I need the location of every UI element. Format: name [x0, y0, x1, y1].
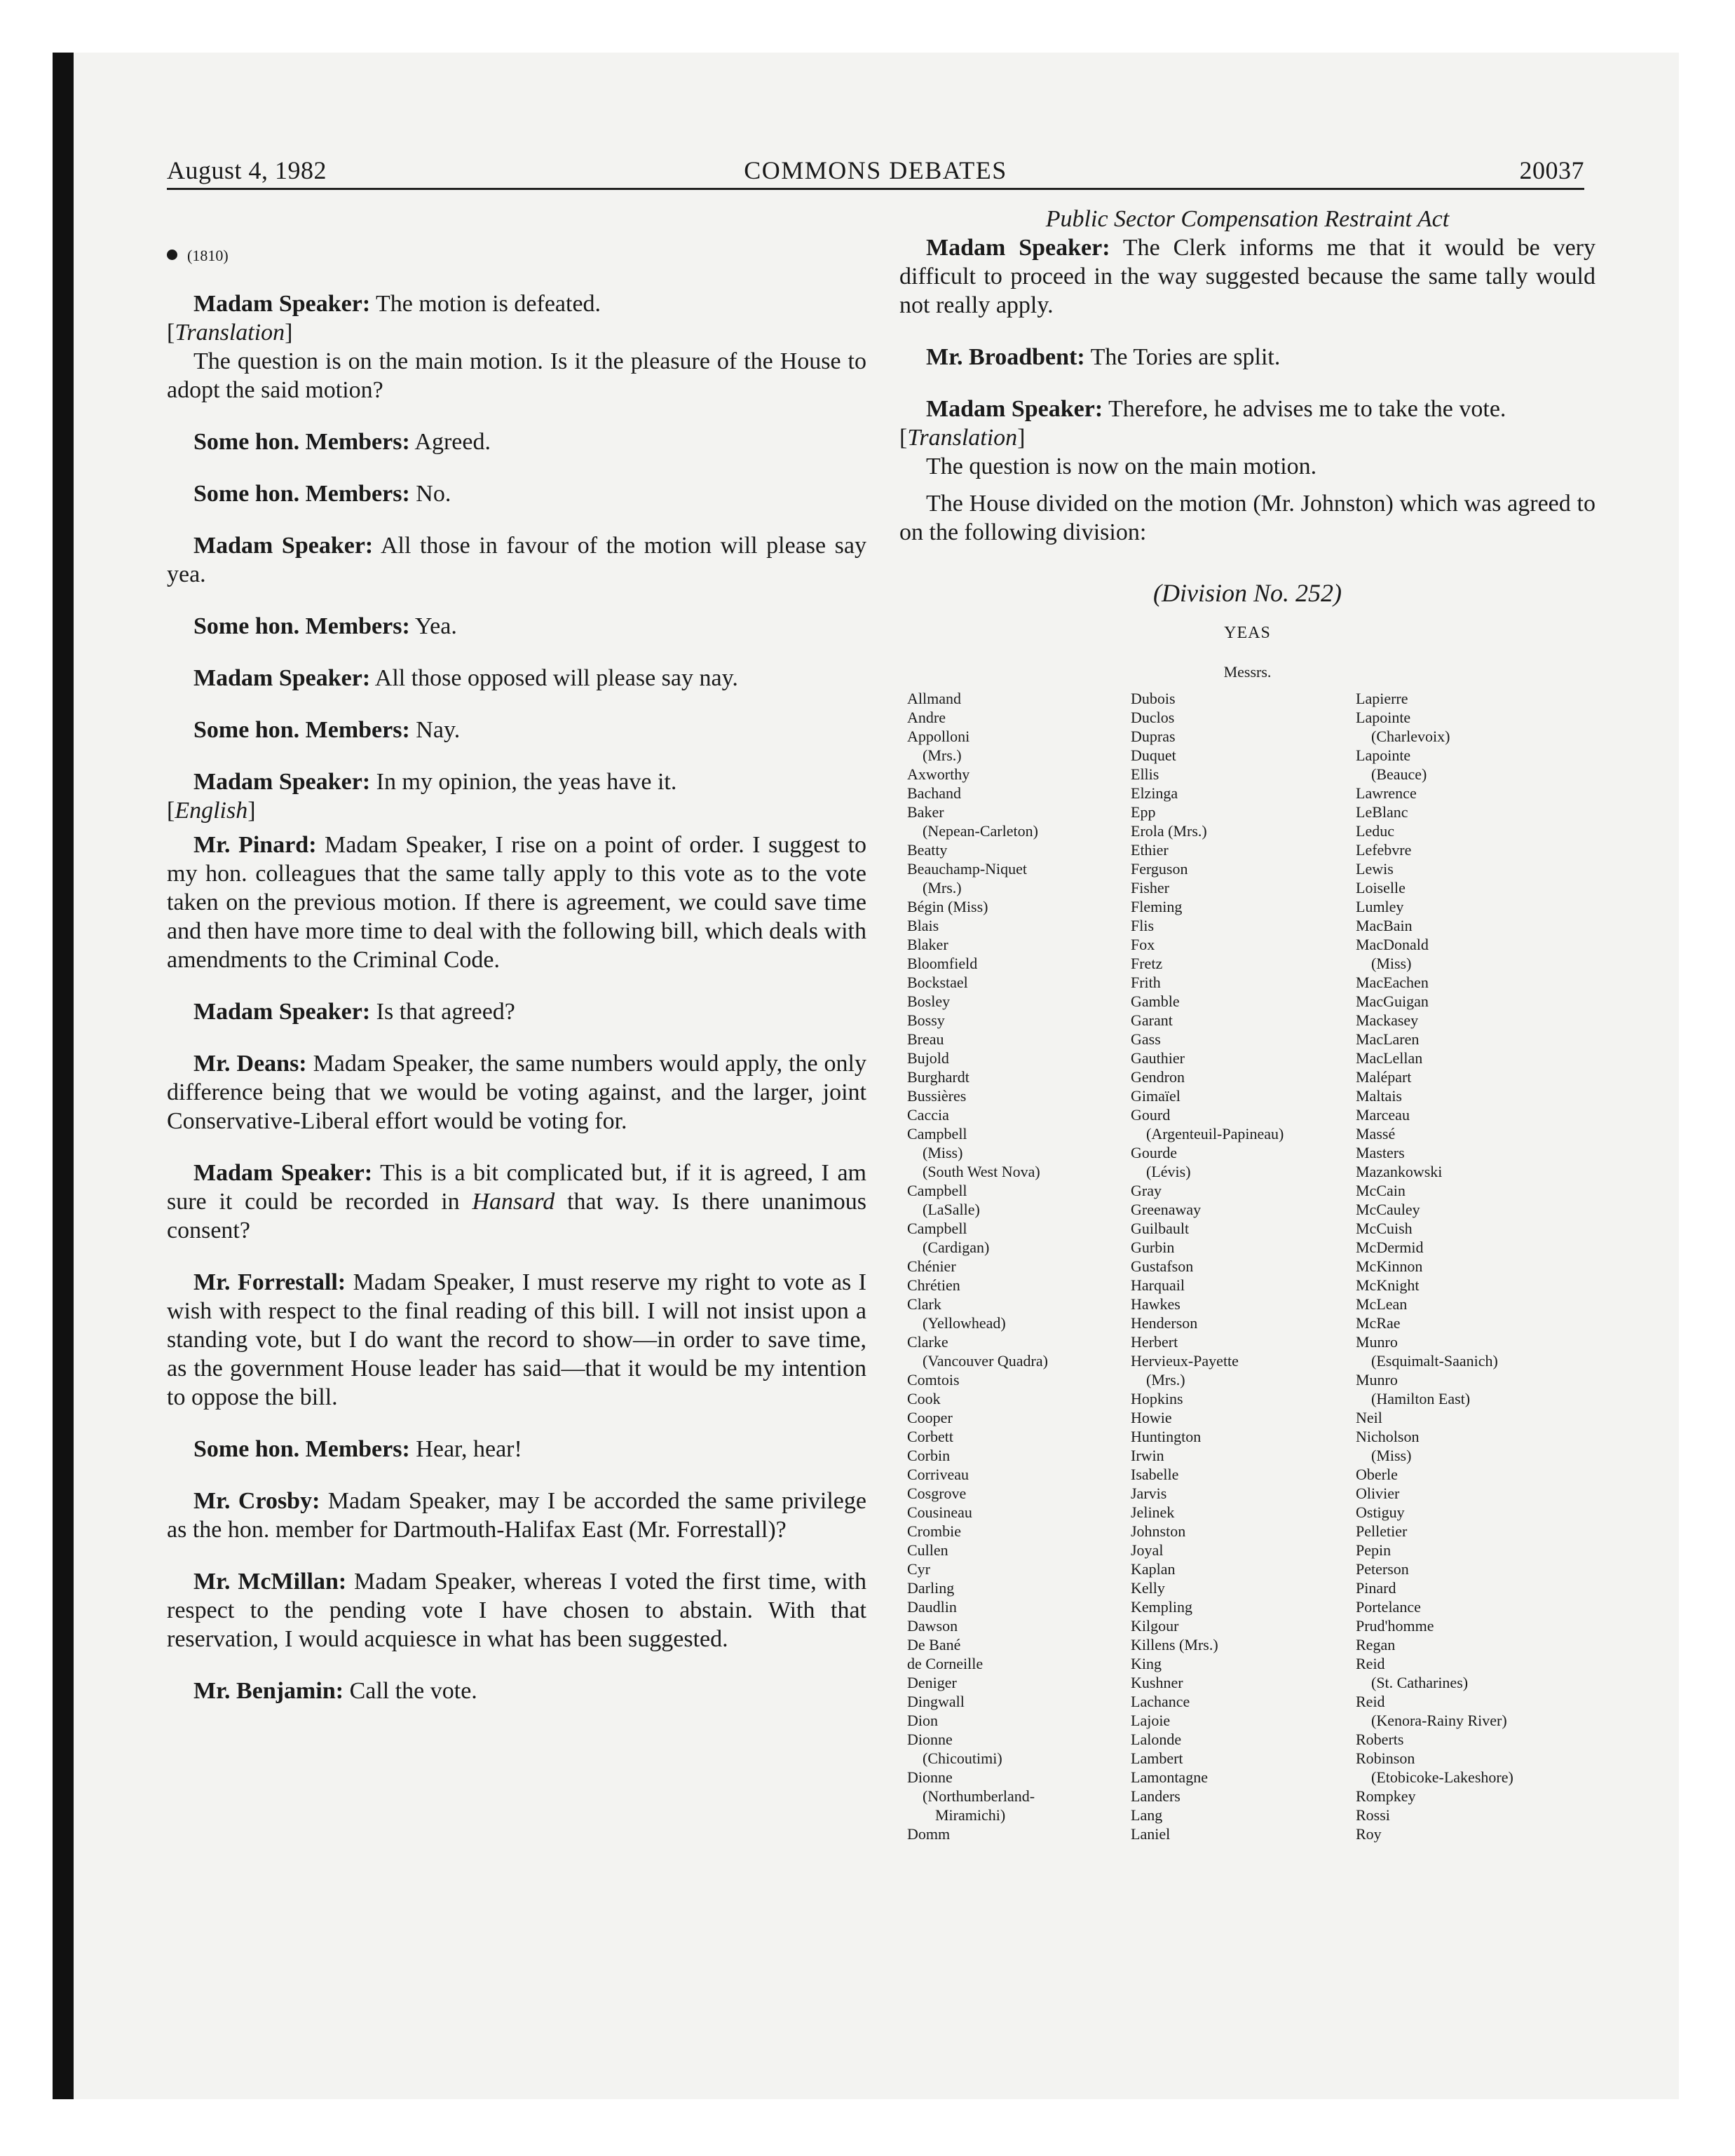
member-name: Bujold: [907, 1049, 949, 1067]
member-name: Lambert: [1131, 1749, 1183, 1767]
yeas-heading: YEAS: [1224, 624, 1271, 642]
member-name: (Esquimalt-Saanich): [1371, 1352, 1498, 1370]
member-name: Lapointe: [1356, 709, 1411, 726]
header-date: August 4, 1982: [167, 156, 327, 184]
member-name: (LaSalle): [923, 1201, 980, 1218]
member-name: Dion: [907, 1712, 938, 1729]
member-name: McKinnon: [1356, 1257, 1423, 1275]
header-title: COMMONS DEBATES: [744, 156, 1007, 184]
member-name: (St. Catharines): [1371, 1674, 1469, 1691]
speech-paragraph: Mr. Deans: Madam Speaker, the same numbers would apply, the only difference being that we would be voting against, and the larger, joint Conservative-Liberal effort would be voting for.: [167, 1051, 866, 1134]
member-name: Duquet: [1131, 746, 1176, 764]
member-name: Oberle: [1356, 1466, 1398, 1483]
messrs-label: Messrs.: [1223, 663, 1272, 681]
member-name: Elzinga: [1131, 784, 1178, 802]
speech-paragraph: Mr. Pinard: Madam Speaker, I rise on a point of order. I suggest to my hon. colleagues that the same tally apply to this vote as to the vote taken on the previous motion. If there is agreement, we could save time and then have more time to deal with the following bill, which deals with amendments to the Criminal Code.: [167, 832, 866, 973]
member-name: Mackasey: [1356, 1011, 1419, 1029]
right-column: [899, 205, 1596, 1843]
member-name: MacBain: [1356, 917, 1413, 934]
member-name: Dionne: [907, 1731, 953, 1748]
member-name: Lalonde: [1131, 1731, 1182, 1748]
member-name: MacDonald: [1356, 936, 1429, 953]
member-name: Killens (Mrs.): [1131, 1636, 1218, 1653]
bullet-icon: [167, 250, 177, 260]
member-name: Lumley: [1356, 898, 1404, 915]
member-name: (Argenteuil-Papineau): [1146, 1125, 1284, 1142]
member-name: Pinard: [1356, 1579, 1396, 1597]
member-name: (Lévis): [1146, 1163, 1191, 1180]
translation-label: [Translation]: [899, 425, 1026, 451]
member-name: Deniger: [907, 1674, 957, 1691]
member-name: de Corneille: [907, 1655, 984, 1672]
member-name: King: [1131, 1655, 1162, 1672]
speech-paragraph: Some hon. Members: Agreed.: [193, 429, 491, 455]
member-name: Dubois: [1131, 690, 1176, 707]
member-name: McCauley: [1356, 1201, 1420, 1218]
speech-paragraph: Mr. McMillan: Madam Speaker, whereas I voted the first time, with respect to the pending vote I have chosen to abstain. With that reservation, I would acquiesce in what has been suggested.: [167, 1569, 866, 1652]
member-name: Malépart: [1356, 1068, 1412, 1086]
member-name: Ferguson: [1131, 860, 1188, 878]
member-name: McCain: [1356, 1182, 1406, 1199]
speech-paragraph: Madam Speaker: In my opinion, the yeas have it.: [193, 769, 677, 795]
member-name: Gray: [1131, 1182, 1162, 1199]
member-name: Mazankowski: [1356, 1163, 1443, 1180]
member-name: Johnston: [1131, 1522, 1186, 1540]
member-name: (Miss): [1371, 955, 1412, 972]
member-name: Bockstael: [907, 974, 968, 991]
member-name: Lajoie: [1131, 1712, 1171, 1729]
member-name: Regan: [1356, 1636, 1396, 1653]
member-name: Kempling: [1131, 1598, 1192, 1616]
names-column-3: [1356, 689, 1587, 1843]
speech-paragraph: Madam Speaker: This is a bit complicated but, if it is agreed, I am sure it could be recorded in Hansard that way. Is there unanimous consent?: [167, 1160, 867, 1243]
member-name: Isabelle: [1131, 1466, 1179, 1483]
member-name: McCuish: [1356, 1220, 1413, 1237]
member-name: (South West Nova): [923, 1163, 1040, 1180]
member-name: Clark: [907, 1295, 941, 1313]
header-page-number: 20037: [1519, 156, 1584, 184]
member-name: Cooper: [907, 1409, 953, 1426]
member-name: Ethier: [1131, 841, 1169, 859]
speech-paragraph: Madam Speaker: The Clerk informs me that it would be very difficult to proceed in the way suggested because the same tally would not really apply.: [899, 235, 1596, 318]
member-name: Gustafson: [1131, 1257, 1194, 1275]
member-name: Allmand: [907, 690, 961, 707]
member-name: Lefebvre: [1356, 841, 1412, 859]
member-name: Gamble: [1131, 992, 1180, 1010]
member-name: Henderson: [1131, 1314, 1198, 1332]
member-name: Gourd: [1131, 1106, 1171, 1124]
member-name: Cosgrove: [907, 1485, 967, 1502]
member-name: Campbell: [907, 1220, 967, 1237]
member-name: Cook: [907, 1390, 941, 1407]
member-name: Hawkes: [1131, 1295, 1181, 1313]
speech-paragraph: Some hon. Members: Nay.: [193, 717, 461, 743]
member-name: (Kenora-Rainy River): [1371, 1712, 1507, 1729]
member-name: Bussières: [907, 1087, 967, 1105]
member-name: Darling: [907, 1579, 955, 1597]
member-name: MacLellan: [1356, 1049, 1423, 1067]
member-name: (Miss): [923, 1144, 963, 1161]
header-rule: [167, 188, 1584, 190]
member-name: Cullen: [907, 1541, 948, 1559]
member-name: Campbell: [907, 1182, 967, 1199]
speech-paragraph: Mr. Forrestall: Madam Speaker, I must reserve my right to vote as I wish with respect to the final reading of this bill. I will not insist upon a standing vote, but I do want the record to show—in order to save time, as the government House leader has said—that it would be my intention to oppose the bill.: [167, 1269, 866, 1410]
member-name: LeBlanc: [1356, 803, 1408, 821]
member-name: Fox: [1131, 936, 1155, 953]
member-name: Nicholson: [1356, 1428, 1420, 1445]
member-name: (Yellowhead): [923, 1314, 1006, 1332]
member-name: Bossy: [907, 1011, 945, 1029]
member-name: Harquail: [1131, 1276, 1185, 1294]
speech-paragraph: Some hon. Members: No.: [193, 481, 451, 507]
member-name: (Mrs.): [923, 879, 962, 896]
member-name: Massé: [1356, 1125, 1396, 1142]
member-name: Frith: [1131, 974, 1161, 991]
member-name: Chénier: [907, 1257, 956, 1275]
member-name: Munro: [1356, 1333, 1398, 1351]
member-name: Howie: [1131, 1409, 1172, 1426]
member-name: (Northumberland-: [923, 1787, 1035, 1805]
member-name: Kaplan: [1131, 1560, 1176, 1578]
member-name: McKnight: [1356, 1276, 1420, 1294]
member-name: Ostiguy: [1356, 1503, 1405, 1521]
member-name: Lamontagne: [1131, 1768, 1208, 1786]
division-heading: (Division No. 252): [1153, 579, 1342, 607]
speech-paragraph: Mr. Benjamin: Call the vote.: [193, 1678, 477, 1704]
member-name: Lapierre: [1356, 690, 1408, 707]
speech-paragraph: Mr. Crosby: Madam Speaker, may I be accorded the same privilege as the hon. member for Dartmouth-Halifax East (Mr. Forrestall)?: [167, 1488, 866, 1543]
speech-paragraph: Madam Speaker: Is that agreed?: [193, 999, 515, 1025]
speech-paragraph: Mr. Broadbent: The Tories are split.: [926, 344, 1281, 370]
member-name: Domm: [907, 1825, 951, 1843]
member-name: MacLaren: [1356, 1030, 1420, 1048]
member-name: (Hamilton East): [1371, 1390, 1471, 1407]
member-name: Beauchamp-Niquet: [907, 860, 1028, 878]
member-name: Duclos: [1131, 709, 1175, 726]
member-name: Roberts: [1356, 1731, 1404, 1748]
speech-paragraph: Some hon. Members: Hear, hear!: [193, 1436, 522, 1462]
member-name: Gauthier: [1131, 1049, 1185, 1067]
member-name: (Etobicoke-Lakeshore): [1371, 1768, 1513, 1786]
member-name: Rompkey: [1356, 1787, 1416, 1805]
member-name: Lang: [1131, 1806, 1163, 1824]
member-name: Lewis: [1356, 860, 1394, 878]
member-name: Comtois: [907, 1371, 960, 1389]
speech-paragraph: The House divided on the motion (Mr. Johnston) which was agreed to on the following division:: [899, 491, 1595, 545]
member-name: Pelletier: [1356, 1522, 1408, 1540]
member-name: Laniel: [1131, 1825, 1171, 1843]
member-name: Corbin: [907, 1447, 951, 1464]
member-name: Jarvis: [1131, 1485, 1167, 1502]
member-name: Corriveau: [907, 1466, 969, 1483]
member-name: Guilbault: [1131, 1220, 1190, 1237]
speech-paragraph: Madam Speaker: Therefore, he advises me to take the vote.: [926, 396, 1506, 422]
member-name: Dionne: [907, 1768, 953, 1786]
member-name: Blais: [907, 917, 939, 934]
member-name: Greenaway: [1131, 1201, 1202, 1218]
member-name: Clarke: [907, 1333, 948, 1351]
member-name: Kushner: [1131, 1674, 1183, 1691]
speech-paragraph: The question is now on the main motion.: [926, 453, 1317, 479]
member-name: Lawrence: [1356, 784, 1417, 802]
member-name: Chrétien: [907, 1276, 960, 1294]
member-name: Fleming: [1131, 898, 1183, 915]
member-name: Prud'homme: [1356, 1617, 1434, 1635]
member-name: Portelance: [1356, 1598, 1421, 1616]
member-name: Herbert: [1131, 1333, 1178, 1351]
member-name: Peterson: [1356, 1560, 1409, 1578]
member-name: Rossi: [1356, 1806, 1390, 1824]
member-name: (Charlevoix): [1371, 728, 1450, 745]
left-column: [167, 205, 866, 1705]
speech-paragraph: Some hon. Members: Yea.: [193, 613, 457, 639]
member-name: Kilgour: [1131, 1617, 1179, 1635]
member-name: Hopkins: [1131, 1390, 1183, 1407]
translation-label: [Translation]: [167, 320, 293, 346]
member-name: Burghardt: [907, 1068, 969, 1086]
member-name: MacGuigan: [1356, 992, 1429, 1010]
member-name: Roy: [1356, 1825, 1382, 1843]
member-name: McDermid: [1356, 1239, 1424, 1256]
speech-paragraph: The question is on the main motion. Is it the pleasure of the House to adopt the said motion?: [167, 348, 866, 403]
member-name: Reid: [1356, 1655, 1385, 1672]
member-name: Joyal: [1131, 1541, 1164, 1559]
member-name: Marceau: [1356, 1106, 1410, 1124]
member-name: Axworthy: [907, 765, 970, 783]
member-name: Ellis: [1131, 765, 1159, 783]
member-name: Fisher: [1131, 879, 1169, 896]
names-column-2: [1131, 689, 1362, 1843]
speech-paragraph: Madam Speaker: All those opposed will please say nay.: [193, 665, 738, 691]
english-label: [English]: [167, 798, 256, 824]
member-name: Bloomfield: [907, 955, 978, 972]
member-name: Andre: [907, 709, 946, 726]
member-name: Crombie: [907, 1522, 961, 1540]
member-name: (Mrs.): [1146, 1371, 1185, 1389]
member-name: Gass: [1131, 1030, 1161, 1048]
member-name: Gimaïel: [1131, 1087, 1181, 1105]
member-name: Dingwall: [907, 1693, 965, 1710]
member-name: Baker: [907, 803, 944, 821]
member-name: Erola (Mrs.): [1131, 822, 1207, 840]
member-name: Olivier: [1356, 1485, 1400, 1502]
member-name: (Miss): [1371, 1447, 1412, 1464]
member-name: Flis: [1131, 917, 1155, 934]
member-name: Masters: [1356, 1144, 1405, 1161]
member-name: Jelinek: [1131, 1503, 1175, 1521]
member-name: Epp: [1131, 803, 1156, 821]
member-name: Garant: [1131, 1011, 1173, 1029]
speech-paragraph: Madam Speaker: The motion is defeated.: [193, 291, 601, 317]
member-name: Kelly: [1131, 1579, 1165, 1597]
member-name: Pepin: [1356, 1541, 1392, 1559]
member-name: Fretz: [1131, 955, 1163, 972]
member-name: Beatty: [907, 841, 948, 859]
member-name: Miramichi): [935, 1806, 1006, 1824]
member-name: Neil: [1356, 1409, 1382, 1426]
member-name: Lachance: [1131, 1693, 1190, 1710]
member-name: Irwin: [1131, 1447, 1164, 1464]
member-name: Gourde: [1131, 1144, 1177, 1161]
member-name: Daudlin: [907, 1598, 957, 1616]
member-name: Cyr: [907, 1560, 930, 1578]
member-name: Robinson: [1356, 1749, 1415, 1767]
act-title: Public Sector Compensation Restraint Act: [1045, 206, 1450, 232]
binding-edge: [53, 53, 74, 2099]
member-name: McRae: [1356, 1314, 1401, 1332]
member-name: Dupras: [1131, 728, 1176, 745]
member-name: Corbett: [907, 1428, 953, 1445]
member-name: (Vancouver Quadra): [923, 1352, 1048, 1370]
member-name: Hervieux-Payette: [1131, 1352, 1239, 1370]
member-name: Gendron: [1131, 1068, 1185, 1086]
member-name: Appolloni: [907, 728, 970, 745]
member-name: Bosley: [907, 992, 951, 1010]
member-name: Breau: [907, 1030, 944, 1048]
member-name: Caccia: [907, 1106, 949, 1124]
member-name: (Beauce): [1371, 765, 1427, 783]
speech-paragraph: Madam Speaker: All those in favour of the motion will please say yea.: [167, 533, 866, 587]
member-name: Maltais: [1356, 1087, 1402, 1105]
member-name: McLean: [1356, 1295, 1408, 1313]
member-name: Leduc: [1356, 822, 1394, 840]
page-header: [167, 156, 1584, 191]
member-name: Huntington: [1131, 1428, 1202, 1445]
member-name: Gurbin: [1131, 1239, 1175, 1256]
names-column-1: [907, 689, 1138, 1843]
member-name: (Mrs.): [923, 746, 962, 764]
member-name: Cousineau: [907, 1503, 972, 1521]
member-name: Reid: [1356, 1693, 1385, 1710]
member-name: MacEachen: [1356, 974, 1429, 991]
member-name: Bachand: [907, 784, 961, 802]
member-name: Lapointe: [1356, 746, 1411, 764]
member-name: Campbell: [907, 1125, 967, 1142]
member-name: Dawson: [907, 1617, 958, 1635]
time-stamp: (1810): [167, 241, 866, 270]
member-name: Loiselle: [1356, 879, 1406, 896]
member-name: (Cardigan): [923, 1239, 990, 1256]
member-name: Landers: [1131, 1787, 1181, 1805]
member-name: Munro: [1356, 1371, 1398, 1389]
member-name: (Nepean-Carleton): [923, 822, 1038, 840]
member-name: Blaker: [907, 936, 948, 953]
member-name: (Chicoutimi): [923, 1749, 1002, 1767]
member-name: De Bané: [907, 1636, 961, 1653]
member-name: Bégin (Miss): [907, 898, 988, 915]
